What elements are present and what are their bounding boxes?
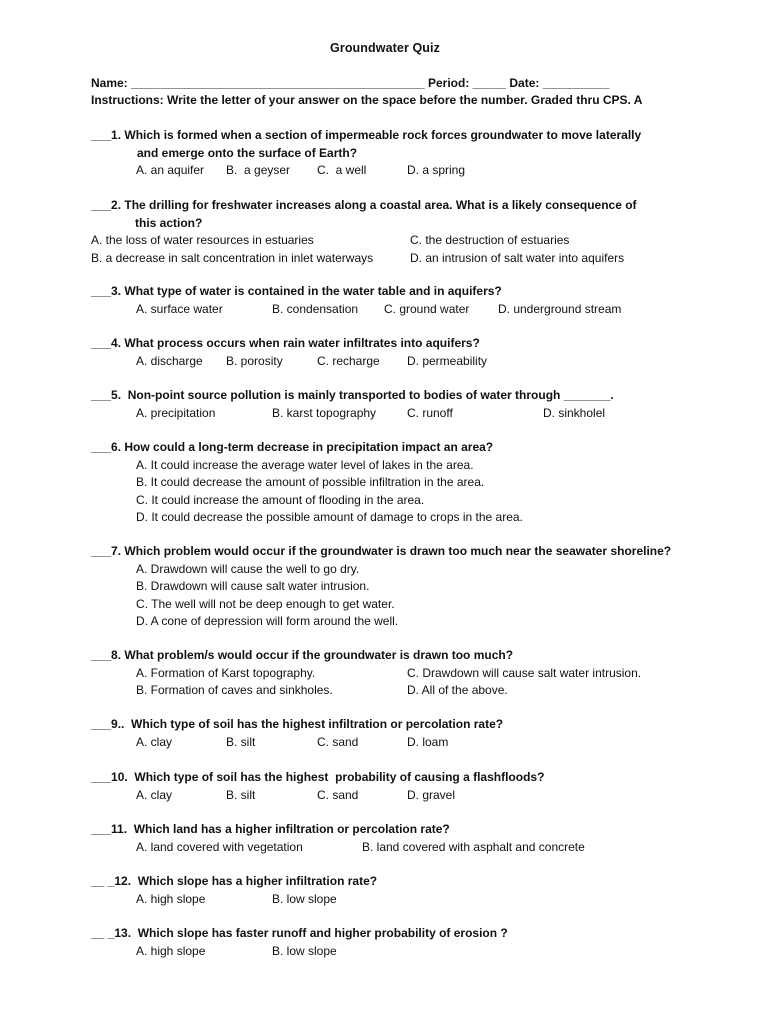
answer-blank: ___8. [91,648,122,662]
option-a: A. the loss of water resources in estuaries [91,233,314,247]
option-b: B. Drawdown will cause salt water intrusion. [136,579,370,593]
option-d: D. permeability [407,353,488,368]
question-7 [91,543,731,631]
question-3 [91,283,731,318]
option-b: B. a geyser [226,163,291,177]
question-text: Which slope has faster runoff and higher probability of erosion ? [134,926,508,940]
option-a: A. Drawdown will cause the well to go dry. [136,561,360,576]
option-b: B. low slope [272,943,337,958]
option-c: C. ground water [384,301,470,316]
option-c: C. The well will not be deep enough to get water. [136,596,395,611]
question-text: What problem/s would occur if the groundwater is drawn too much? [124,648,514,662]
option-d: D. loam [407,734,449,749]
option-d: D. It could decrease the possible amount of damage to crops in the area. [136,510,523,524]
option-a: A. Formation of Karst topography. [136,665,316,680]
question-1 [91,127,731,180]
option-b: B. It could decrease the amount of possible infiltration in the area. [136,475,485,489]
option-a: A. clay [136,787,173,802]
option-c: C. Drawdown will cause salt water intrusion. [407,665,642,680]
answer-blank: __ _13. [91,926,132,940]
answer-blank: ___11. [91,822,128,836]
question-text-cont: and emerge onto the surface of Earth? [137,145,358,160]
question-text: How could a long-term decrease in precipitation impact an area? [124,440,494,454]
question-11 [91,821,731,856]
option-b: B. low slope [272,891,337,906]
option-a: A. It could increase the average water level of lakes in the area. [136,457,474,472]
question-text: Which is formed when a section of impermeable rock forces groundwater to move laterally [124,128,642,142]
option-d: D. A cone of depression will form around the well. [136,614,399,628]
question-text: Which type of soil has the highest probability of causing a flashfloods? [131,770,545,784]
name-period-date-line: Name: ____________________________________________ Period: _____ Date: __________ [91,76,610,90]
question-text: What process occurs when rain water infiltrates into aquifers? [124,336,480,350]
answer-blank: ___9.. [91,717,125,731]
option-b: B. Formation of caves and sinkholes. [136,683,333,697]
answer-blank: ___6. [91,440,122,454]
option-b: B. land covered with asphalt and concrete [362,839,585,854]
answer-blank: ___10. [91,770,128,784]
option-b: B. condensation [272,301,359,316]
option-b: B. silt [226,734,256,749]
option-d: D. an intrusion of salt water into aquifers [410,250,625,265]
question-text: The drilling for freshwater increases along a coastal area. What is a likely consequence of [124,198,637,212]
option-d: D. All of the above. [407,683,508,697]
question-12 [91,873,731,908]
option-a: A. discharge [136,353,203,368]
option-d: D. a spring [407,163,466,177]
option-a: A. high slope [136,891,206,906]
option-a: A. clay [136,734,173,749]
answer-blank: ___1. [91,128,122,142]
answer-blank: ___3. [91,284,122,298]
answer-blank: ___5. [91,388,122,402]
option-a: A. high slope [136,943,206,958]
instructions: Instructions: Write the letter of your answer on the space before the number. Graded thru CPS. A [91,93,643,107]
option-b: B. a decrease in salt concentration in inlet waterways [91,250,374,265]
option-d: D. gravel [407,787,456,802]
question-2 [91,197,731,267]
question-text-cont: this action? [135,215,203,230]
option-c: C. sand [317,734,359,749]
question-text: Which land has a higher infiltration or percolation rate? [130,822,450,836]
option-d: D. sinkholel [543,405,606,420]
question-text: Which type of soil has the highest infiltration or percolation rate? [127,717,504,731]
answer-blank: ___7. [91,544,122,558]
option-c: C. It could increase the amount of flooding in the area. [136,492,425,507]
option-c: C. the destruction of estuaries [410,233,570,247]
question-10 [91,769,731,804]
option-b: B. karst topography [272,405,377,420]
question-4 [91,335,731,370]
option-a: A. precipitation [136,405,216,420]
option-a: A. land covered with vegetation [136,839,303,854]
option-d: D. underground stream [498,301,622,316]
question-13 [91,925,731,960]
question-5 [91,387,731,422]
page-title: Groundwater Quiz [330,41,440,55]
question-text: Non-point source pollution is mainly transported to bodies of water through _______. [124,388,614,402]
question-text: Which slope has a higher infiltration rate? [134,874,378,888]
answer-blank: ___4. [91,336,122,350]
option-b: B. porosity [226,353,283,368]
answer-blank: __ _12. [91,874,132,888]
option-c: C. a well [317,163,367,177]
question-text: What type of water is contained in the water table and in aquifers? [124,284,502,298]
answer-blank: ___2. [91,198,122,212]
option-a: A. surface water [136,301,223,316]
question-8 [91,647,731,700]
option-c: C. runoff [407,405,453,420]
question-6 [91,439,731,527]
option-b: B. silt [226,787,256,802]
option-a: A. an aquifer [136,163,205,177]
question-text: Which problem would occur if the groundwater is drawn too much near the seawater shoreline? [124,544,672,558]
question-9 [91,716,731,751]
option-c: C. recharge [317,353,380,368]
option-c: C. sand [317,787,359,802]
